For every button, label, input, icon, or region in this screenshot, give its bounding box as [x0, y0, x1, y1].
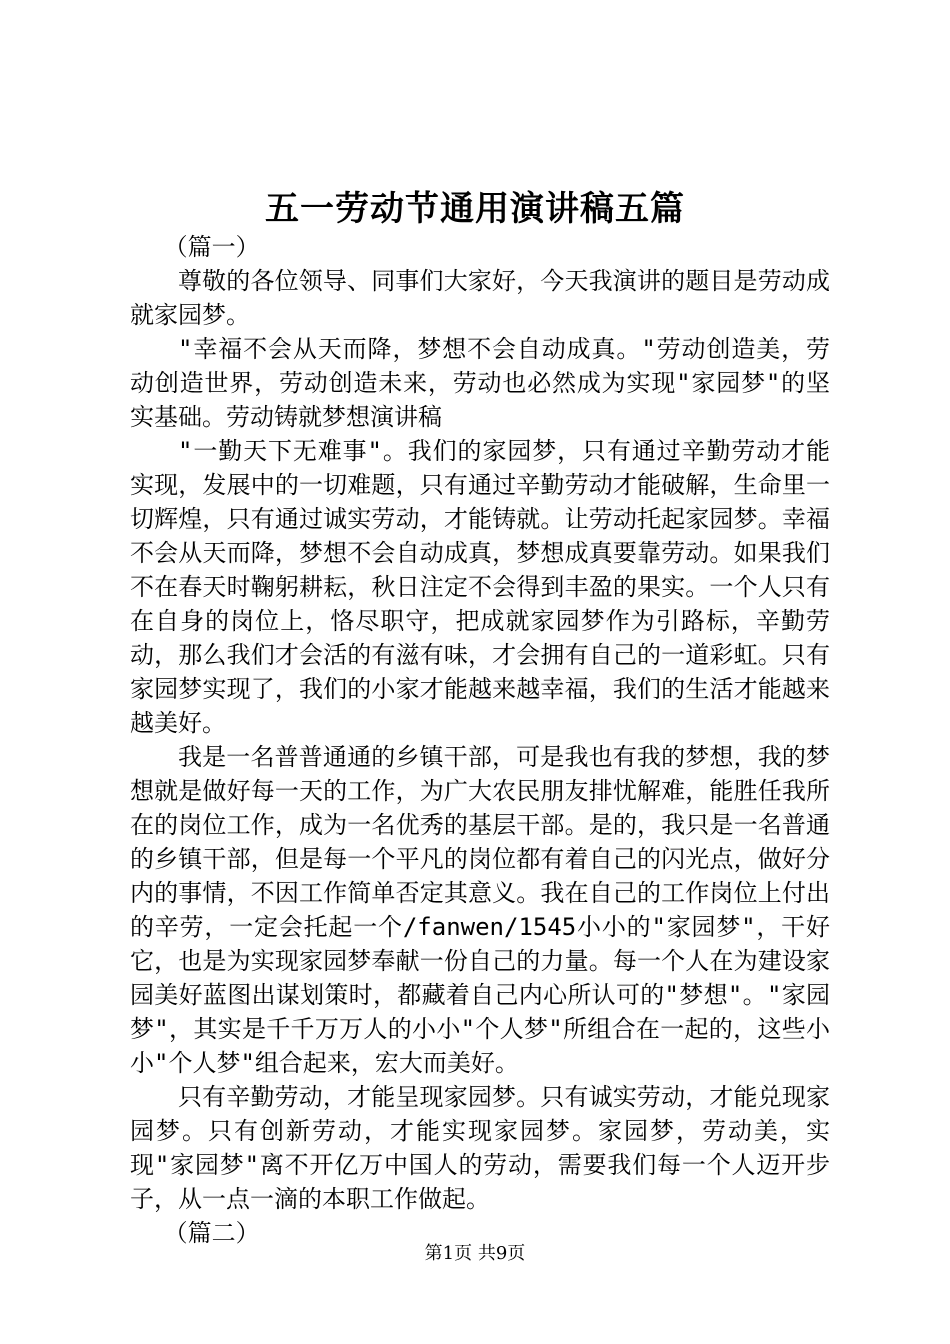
paragraph: "幸福不会从天而降，梦想不会自动成真。"劳动创造美，劳动创造世界，劳动创造未来，劳动也必然成为实现"家园梦"的坚实基础。劳动铸就梦想演讲稿: [130, 335, 830, 431]
document-title: 五一劳动节通用演讲稿五篇: [265, 189, 685, 229]
section-label: （篇一）: [163, 233, 260, 261]
paragraph: "一勤天下无难事"。我们的家园梦，只有通过辛勤劳动才能实现，发展中的一切难题，只有通过辛勤劳动才能破解，生命里一切辉煌，只有通过诚实劳动，才能铸就。让劳动托起家园梦。幸福不会从天而降，梦想不会自动成真，梦想成真要靠劳动。如果我们不在春天时鞠躬耕耘，秋日注定不会得到丰盈的果实。一个人只有在自身的岗位上，恪尽职守，把成就家园梦作为引路标，辛勤劳动，那么我们才会活的有滋有味，才会拥有自己的一道彩虹。只有家园梦实现了，我们的小家才能越来越幸福，我们的生活才能越来越美好。: [130, 437, 830, 737]
paragraph: 我是一名普普通通的乡镇干部，可是我也有我的梦想，我的梦想就是做好每一天的工作，为广大农民朋友排忧解难，能胜任我所在的岗位工作，成为一名优秀的基层干部。是的，我只是一名普通的乡镇干部，但是每一个平凡的岗位都有着自己的闪光点，做好分内的事情，不因工作简单否定其意义。我在自己的工作岗位上付出的辛劳，一定会托起一个/fanwen/1545小小的"家园梦"，干好它，也是为实现家园梦奉献一份自己的力量。每一个人在为建设家园美好蓝图出谋划策时，都藏着自己内心所认可的"梦想"。"家园梦"，其实是千千万万人的小小"个人梦"所组合在一起的，这些小小"个人梦"组合起来，宏大而美好。: [130, 743, 830, 1077]
page-footer: 第1页 共9页: [424, 1243, 526, 1264]
section-label: （篇二）: [163, 1219, 260, 1247]
paragraph: 尊敬的各位领导、同事们大家好，今天我演讲的题目是劳动成就家园梦。: [130, 267, 830, 329]
document-body: [130, 230, 830, 1250]
paragraph: 只有辛勤劳动，才能呈现家园梦。只有诚实劳动，才能兑现家园梦。只有创新劳动，才能实现家园梦。家园梦，劳动美，实现"家园梦"离不开亿万中国人的劳动，需要我们每一个人迈开步子，从一点一滴的本职工作做起。: [130, 1083, 830, 1213]
